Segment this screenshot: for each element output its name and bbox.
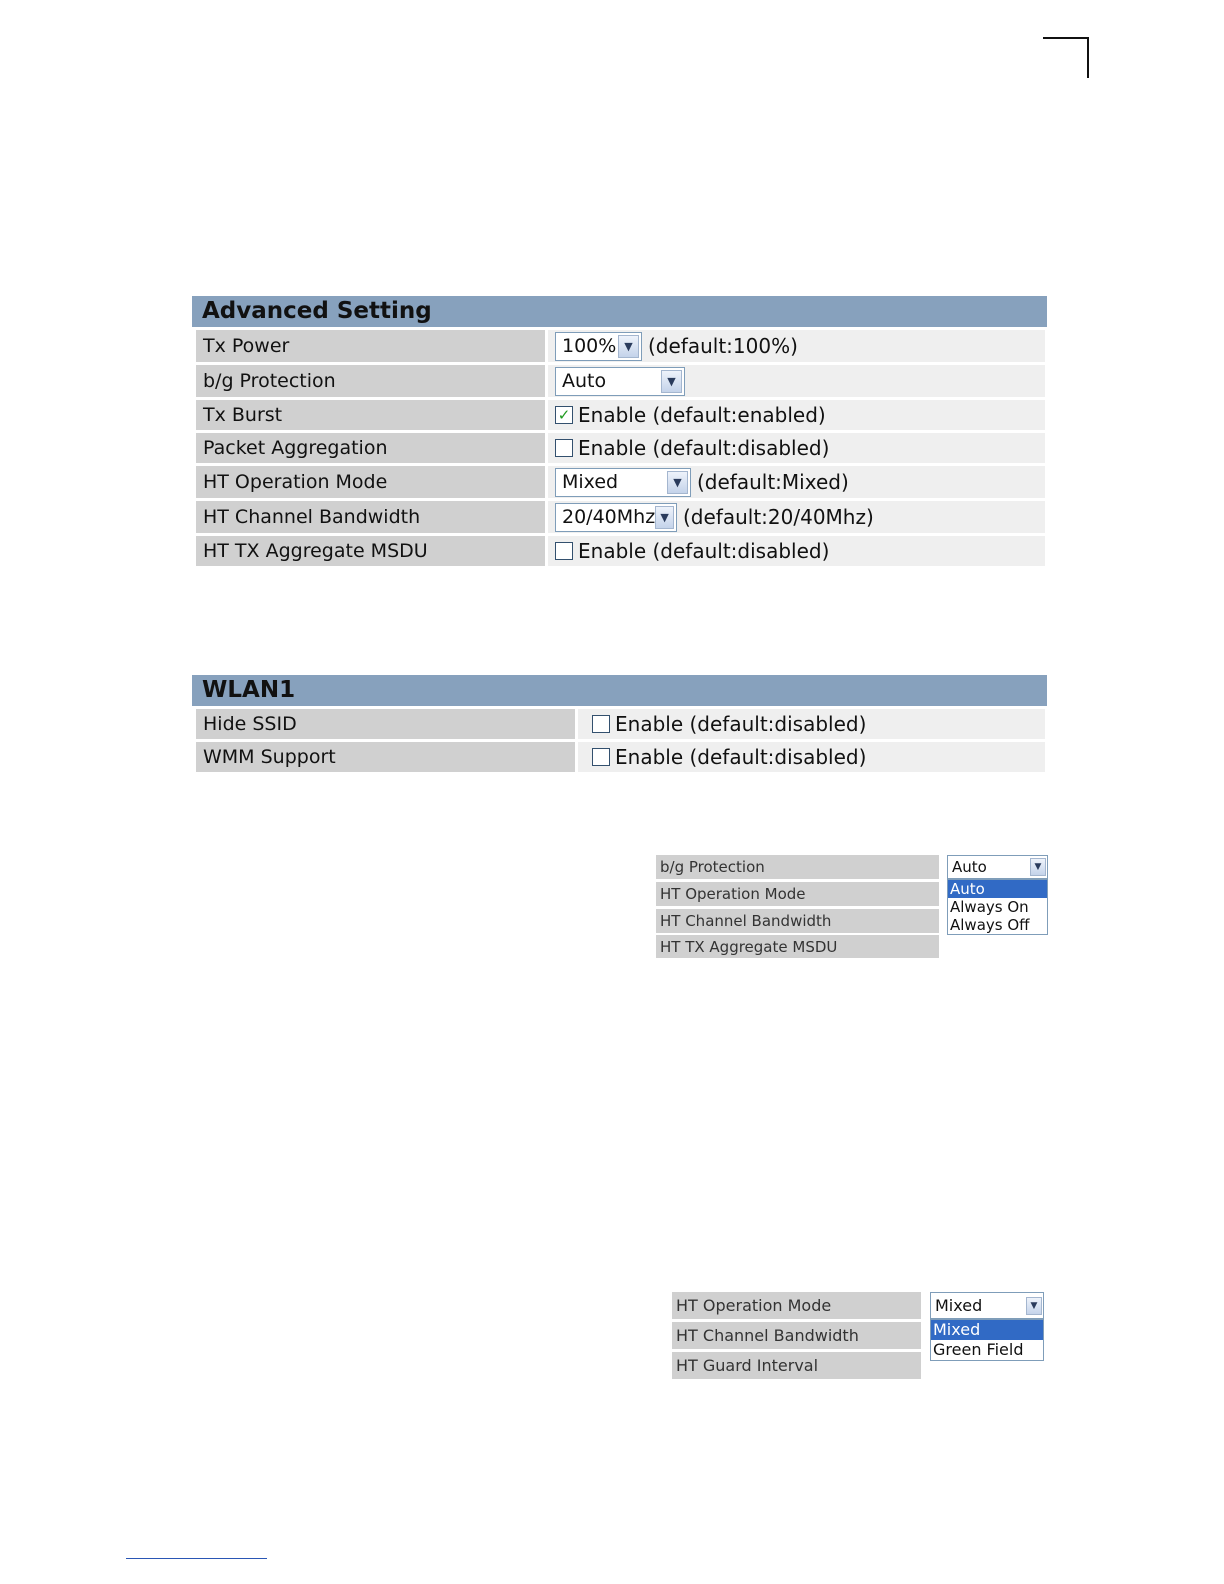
row-label: b/g Protection [196, 365, 545, 397]
row-ht-operation-mode [196, 466, 1045, 498]
select-value: 100% [562, 335, 617, 357]
chevron-down-icon[interactable]: ▼ [661, 370, 682, 393]
tx-power-select[interactable] [555, 332, 642, 361]
row-value [548, 400, 1045, 430]
row-value [578, 742, 1045, 772]
checkbox-label: Enable (default:disabled) [578, 539, 830, 563]
row-value [548, 365, 1045, 397]
panel-title: WLAN1 [192, 675, 1047, 706]
row-packet-aggregation [196, 433, 1045, 463]
checkbox-label: Enable (default:disabled) [578, 436, 830, 460]
wmm-support-checkbox[interactable] [592, 748, 610, 766]
snippet-label: HT Operation Mode [672, 1292, 921, 1319]
row-bg-protection [196, 365, 1045, 397]
row-tx-burst [196, 400, 1045, 430]
option-green-field[interactable]: Green Field [933, 1340, 1024, 1359]
default-note: (default:Mixed) [697, 470, 849, 494]
default-note: (default:20/40Mhz) [683, 505, 874, 529]
option-always-off[interactable]: Always Off [950, 916, 1030, 934]
packet-aggregation-checkbox[interactable] [555, 439, 573, 457]
ht-operation-mode-select-open[interactable] [930, 1292, 1044, 1319]
row-value [548, 466, 1045, 498]
row-value [578, 709, 1045, 739]
ht-operation-mode-select[interactable] [555, 468, 691, 497]
crop-mark-vertical [1087, 37, 1089, 78]
footer-rule [126, 1558, 267, 1559]
snippet-label: HT Operation Mode [656, 882, 939, 906]
chevron-down-icon[interactable]: ▼ [1026, 1297, 1042, 1315]
tx-burst-checkbox[interactable] [555, 406, 573, 424]
chevron-down-icon[interactable]: ▼ [1030, 858, 1046, 876]
ht-tx-aggregate-msdu-checkbox[interactable] [555, 542, 573, 560]
advanced-setting-panel [192, 296, 1047, 566]
snippet-label: HT Guard Interval [672, 1352, 921, 1379]
row-tx-power [196, 330, 1045, 362]
row-label: HT TX Aggregate MSDU [196, 536, 545, 566]
chevron-down-icon[interactable]: ▼ [618, 335, 639, 358]
wlan1-panel [192, 675, 1047, 772]
row-label: Tx Burst [196, 400, 545, 430]
snippet-label: HT Channel Bandwidth [656, 909, 939, 933]
row-label: Tx Power [196, 330, 545, 362]
row-label: HT Channel Bandwidth [196, 501, 545, 533]
row-label: Hide SSID [196, 709, 575, 739]
row-label: WMM Support [196, 742, 575, 772]
row-value [548, 536, 1045, 566]
checkmark-icon: ✓ [557, 405, 571, 424]
bg-protection-options-list [947, 879, 1048, 935]
option-mixed[interactable]: Mixed [931, 1320, 1043, 1340]
row-hide-ssid [196, 709, 1045, 739]
ht-operation-mode-options-list [930, 1319, 1044, 1361]
select-value: Mixed [562, 471, 619, 493]
row-label: Packet Aggregation [196, 433, 545, 463]
select-value: 20/40Mhz [562, 506, 656, 528]
crop-mark-horizontal [1043, 37, 1089, 39]
row-value [548, 330, 1045, 362]
default-note: (default:100%) [648, 334, 798, 358]
select-value: Mixed [935, 1296, 983, 1315]
row-ht-tx-aggregate-msdu [196, 536, 1045, 566]
bg-protection-select[interactable] [555, 367, 685, 396]
snippet-label: HT Channel Bandwidth [672, 1322, 921, 1349]
chevron-down-icon[interactable]: ▼ [667, 471, 688, 494]
checkbox-label: Enable (default:enabled) [578, 403, 826, 427]
row-label: HT Operation Mode [196, 466, 545, 498]
ht-channel-bandwidth-select[interactable] [555, 503, 677, 532]
row-ht-channel-bandwidth [196, 501, 1045, 533]
option-always-on[interactable]: Always On [950, 898, 1029, 916]
snippet-label: b/g Protection [656, 855, 939, 879]
panel-title: Advanced Setting [192, 296, 1047, 327]
bg-protection-select-open[interactable] [947, 855, 1048, 879]
select-value: Auto [952, 858, 987, 876]
row-value [548, 501, 1045, 533]
row-wmm-support [196, 742, 1045, 772]
chevron-down-icon[interactable]: ▼ [655, 506, 674, 529]
hide-ssid-checkbox[interactable] [592, 715, 610, 733]
checkbox-label: Enable (default:disabled) [615, 712, 867, 736]
checkbox-label: Enable (default:disabled) [615, 745, 867, 769]
option-auto[interactable]: Auto [948, 880, 1047, 898]
snippet-label: HT TX Aggregate MSDU [656, 935, 939, 958]
select-value: Auto [562, 370, 607, 392]
row-value [548, 433, 1045, 463]
